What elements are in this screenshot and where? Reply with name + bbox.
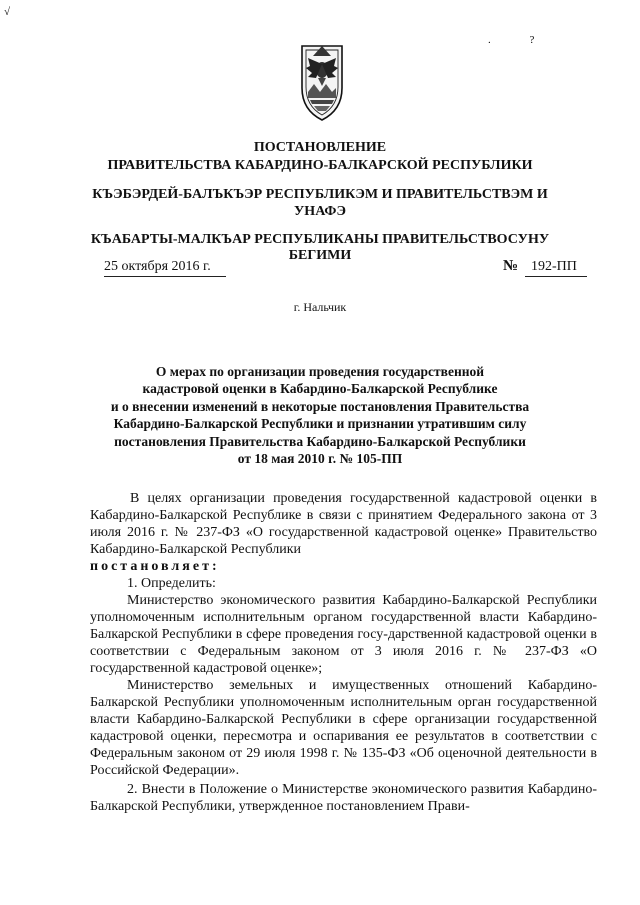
header-government: ПРАВИТЕЛЬСТВА КАБАРДИНО-БАЛКАРСКОЙ РЕСПУБЛИКИ — [107, 158, 533, 173]
header-kabardian-line1: КЪЭБЭРДЕЙ-БАЛЪКЪЭР РЕСПУБЛИКЭМ И ПРАВИТЕЛЬСТВЭМ И — [92, 187, 548, 202]
decree-keyword: постановляет: — [90, 559, 220, 574]
header-title: ПОСТАНОВЛЕНИЕ — [253, 140, 387, 155]
item-2-paragraph: 2. Внести в Положение о Министерстве экономического развития Кабардино-Балкарской Республики, утвержденное постановлением Прави- — [90, 782, 597, 814]
title-line: постановления Правительства Кабардино-Балкарской Республики — [114, 433, 526, 449]
city-name: г. Нальчик — [293, 300, 347, 314]
title-line: и о внесении изменений в некоторые постановления Правительства — [110, 398, 530, 414]
intro-paragraph: В целях организации проведения государственной кадастровой оценки в Кабардино-Балкарской Республике в связи с принятием Федерального закона от 3 июля 2016 г. № 237-ФЗ «О государственной кадастровой оценке» Правительство Кабардино-Балкарской Республики — [90, 491, 597, 557]
corner-mark: √ — [4, 6, 11, 18]
title-line: кадастровой оценки в Кабардино-Балкарской Республике — [142, 381, 498, 397]
decree-date: 25 октября 2016 г. — [104, 259, 226, 277]
header-kabardian-line2: УНАФЭ — [294, 204, 346, 219]
header-balkar-line1: КЪАБАРТЫ-МАЛКЪАР РЕСПУБЛИКАНЫ ПРАВИТЕЛЬСТВОСУНУ — [90, 232, 550, 247]
title-line: от 18 мая 2010 г. № 105-ПП — [237, 451, 403, 467]
corner-dots: . ? — [488, 34, 553, 46]
title-line: Кабардино-Балкарской Республики и признании утратившим силу — [113, 416, 527, 432]
coat-of-arms-emblem — [298, 40, 346, 124]
decree-body — [90, 490, 597, 815]
header-balkar-line2: БЕГИМИ — [288, 248, 352, 263]
title-line: О мерах по организации проведения государственной — [155, 364, 485, 379]
decree-title — [80, 363, 560, 467]
item-1-heading: 1. Определить: — [127, 576, 216, 591]
paragraph-ministry-economic: Министерство экономического развития Кабардино-Балкарской Республики уполномоченным исполнительным органом государственной власти Кабардино-Балкарской Республики в сфере проведения госу-дарственной кадастровой оценки в соответствии с Федеральным законом от 3 июля 2016 г. № 237-ФЗ «О государственной кадастровой оценке»; — [90, 593, 597, 676]
number-sign: № — [503, 258, 519, 274]
paragraph-ministry-land: Министерство земельных и имущественных отношений Кабардино-Балкарской Республики уполномоченным исполнительным орган государственной власти Кабардино-Балкарской Республики в сфере организации государственной кадастровой оценки, пересмотра и оспаривания ее результатов в соответствии с Федеральным законом от 29 июля 1998 г. № 135-ФЗ «Об оценочной деятельности в Российской Федерации». — [90, 678, 597, 778]
decree-number: 192-ПП — [525, 259, 587, 277]
